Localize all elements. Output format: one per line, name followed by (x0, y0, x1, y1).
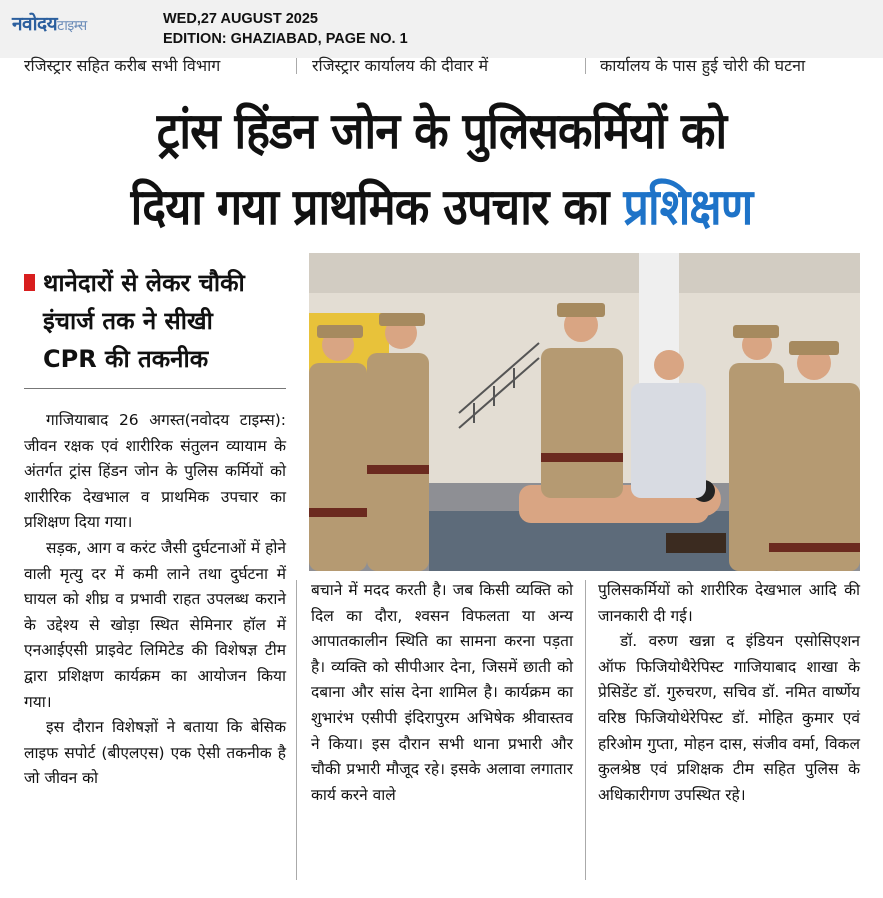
subheadline (24, 264, 286, 378)
cutoff-text-line (0, 50, 883, 76)
column-divider (296, 58, 297, 74)
headline-line-2-text: दिया गया प्राथमिक उपचार का (130, 178, 624, 236)
column-divider (296, 580, 297, 880)
subhead-line-2: इंचार्ज तक ने सीखी (43, 307, 213, 335)
subhead-divider (24, 388, 286, 389)
red-square-bullet-icon (24, 274, 35, 291)
cutoff-text-left: रजिस्ट्रार सहित करीब सभी विभाग (24, 56, 221, 75)
logo-sub-text: टाइम्स (57, 18, 87, 34)
headline-line-2 (44, 176, 839, 238)
edition-info (163, 9, 408, 49)
cutoff-text-right: कार्यालय के पास हुई चोरी की घटना (600, 56, 806, 75)
article-paragraph: पुलिसकर्मियों को शारीरिक देखभाल आदि की जानकारी दी गई। (598, 581, 860, 625)
article-paragraph: बचाने में मदद करती है। जब किसी व्यक्ति को दिल का दौरा, श्वसन विफलता या अन्य आपातकालीन स्थिति का सामना करना पड़ता है। व्यक्ति को सीपीआर देना, जिसमें छाती को दबाना और सांस देना शामिल है। कार्यक्रम का शुभारंभ एसीपी इंदिरापुरम अभिषेक श्रीवास्तव ने किया। इस दौरान सभी थाना प्रभारी और चौकी प्रभारी मौजूद रहे। इसके अलावा लगातार कार्य करने वाले (311, 581, 573, 804)
newspaper-logo (12, 10, 87, 36)
date-line: WED,27 AUGUST 2025 (163, 11, 318, 27)
column-divider (585, 58, 586, 74)
article-paragraph: इस दौरान विशेषज्ञों ने बताया कि बेसिक लाइफ सपोर्ट (बीएलएस) एक ऐसी तकनीक है जो जीवन को (24, 718, 286, 788)
training-photo (309, 253, 860, 571)
cutoff-text-middle: रजिस्ट्रार कार्यालय की दीवार में (312, 56, 489, 75)
headline-highlight-word: प्रशिक्षण (623, 178, 753, 236)
headline-line-1: ट्रांस हिंडन जोन के पुलिसकर्मियों को (156, 102, 727, 160)
subhead-line-1: थानेदारों से लेकर चौकी (43, 269, 245, 297)
article-column-3 (598, 578, 860, 808)
article-paragraph: डॉ. वरुण खन्ना द इंडियन एसोसिएशन ऑफ फिजियोथैरेपिस्ट गाजियाबाद शाखा के प्रेसिडेंट डॉ. गुरुचरण, सचिव डॉ. नमित वार्ष्णेय वरिष्ठ फिजियोथेरेपिस्ट डॉ. मोहित कुमार एवं हरिओम गुप्ता, मोहन दास, संजीव वर्मा, विकल कुलश्रेष्ठ एवं प्रशिक्षक टीम सहित पुलिस के अधिकारीगण उपस्थित रहे। (598, 632, 860, 804)
logo-main-text: नवोदय (12, 13, 58, 35)
edition-line: EDITION: GHAZIABAD, PAGE NO. 1 (163, 31, 408, 47)
article-paragraph: गाजियाबाद 26 अगस्त(नवोदय टाइम्स): जीवन रक्षक एवं शारीरिक संतुलन व्यायाम के अंतर्गत ट्रांस हिंडन जोन के पुलिस कर्मियों को शारीरिक देखभाल व प्राथमिक उपचार का प्रशिक्षण दिया गया। (24, 411, 286, 532)
article-column-1 (24, 408, 286, 792)
article-column-2 (311, 578, 573, 808)
column-divider (585, 580, 586, 880)
subhead-line-3: CPR की तकनीक (43, 345, 209, 373)
article-paragraph: सड़क, आग व करंट जैसी दुर्घटनाओं में होने वाली मृत्यु दर में कमी लाने तथा दुर्घटना में घायल को शीघ्र व प्रभावी राहत उपलब्ध कराने के उद्देश्य से खोड़ा स्थित सेमिनार हॉल में एनआईएसी प्राइवेट लिमिटेड की विशेषज्ञ टीम द्वारा प्रशिक्षण कार्यक्रम का आयोजन किया गया। (24, 538, 286, 711)
cpr-training-illustration (309, 253, 860, 571)
